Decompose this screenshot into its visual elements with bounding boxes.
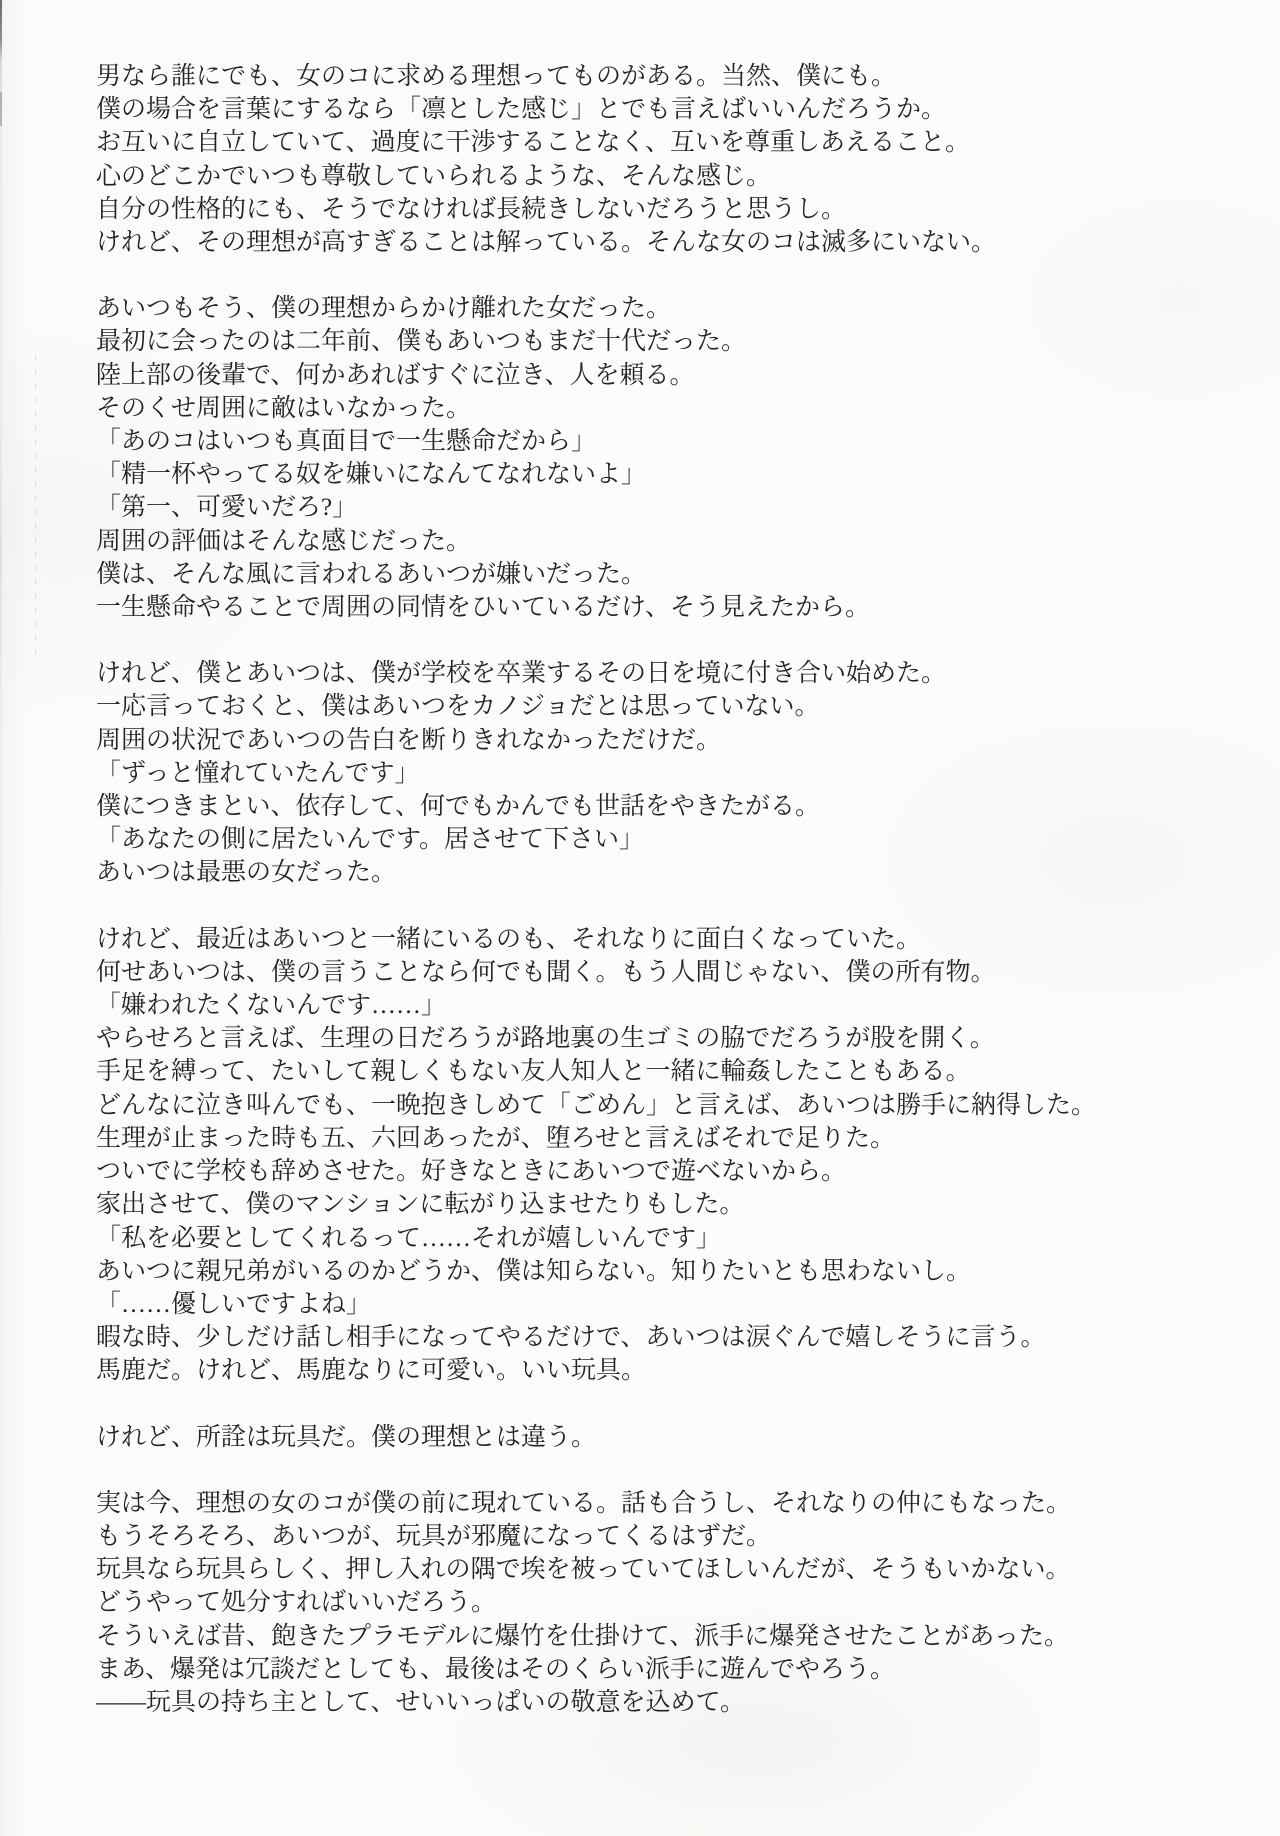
text-line: そのくせ周囲に敵はいなかった。 — [96, 394, 472, 422]
scan-crease-artifact — [35, 355, 36, 655]
text-line: 「嫌われたくないんです……」 — [96, 992, 447, 1020]
text-line: 手足を縛って、たいして親しくもない友人知人と一緒に輪姦したこともある。 — [96, 1058, 971, 1086]
text-line: 僕は、そんな風に言われるあいつが嫌いだった。 — [96, 560, 647, 588]
text-line: 生理が止まった時も五、六回あったが、堕ろせと言えばそれで足りた。 — [96, 1124, 896, 1152]
paragraph — [96, 923, 1206, 1388]
text-line: どんなに泣き叫んでも、一晩抱きしめて「ごめん」と言えば、あいつは勝手に納得した。 — [96, 1091, 1097, 1119]
body-text — [96, 60, 1206, 1719]
text-line: お互いに自立していて、過度に干渉することなく、互いを尊重しあえること。 — [96, 129, 971, 157]
text-line: 一生懸命やることで周囲の同情をひいているだけ、そう見えたから。 — [96, 594, 871, 622]
text-line: あいつは最悪の女だった。 — [96, 859, 397, 887]
text-line: 自分の性格的にも、そうでなければ長続きしないだろうと思うし。 — [96, 195, 847, 223]
scan-edge-artifact — [0, 0, 2, 1836]
text-line: 「第一、可愛いだろ?」 — [96, 494, 358, 522]
text-line: 「……優しいですよね」 — [96, 1290, 372, 1318]
text-line: ついでに学校も辞めさせた。好きなときにあいつで遊べないから。 — [96, 1158, 847, 1186]
text-line: 何せあいつは、僕の言うことなら何でも聞く。もう人間じゃない、僕の所有物。 — [96, 958, 996, 986]
text-line: 心のどこかでいつも尊敬していられるような、そんな感じ。 — [96, 162, 772, 190]
text-line: 「あのコはいつも真面目で一生懸命だから」 — [96, 428, 597, 456]
text-line: 一応言っておくと、僕はあいつをカノジョだとは思っていない。 — [96, 693, 820, 721]
paragraph — [96, 1487, 1206, 1719]
text-line: けれど、僕とあいつは、僕が学校を卒業するその日を境に付き合い始めた。 — [96, 660, 947, 688]
text-line: そういえば昔、飽きたプラモデルに爆竹を仕掛けて、派手に爆発させたことがあった。 — [96, 1622, 1070, 1650]
text-line: 暇な時、少しだけ話し相手になってやるだけで、あいつは涙ぐんで嬉しそうに言う。 — [96, 1324, 1046, 1352]
text-line: 男なら誰にでも、女のコに求める理想ってものがある。当然、僕にも。 — [96, 63, 897, 90]
text-line: 陸上部の後輩で、何かあればすぐに泣き、人を頼る。 — [96, 361, 695, 389]
text-line: 家出させて、僕のマンションに転がり込ませたりもした。 — [96, 1191, 745, 1219]
text-line: 周囲の評価はそんな感じだった。 — [96, 527, 472, 555]
text-line: 「ずっと憧れていたんです」 — [96, 759, 420, 787]
text-line: もうそろそろ、あいつが、玩具が邪魔になってくるはずだ。 — [96, 1522, 772, 1550]
text-line: 実は今、理想の女のコが僕の前に現れている。話も合うし、それなりの仲にもなった。 — [96, 1489, 1072, 1517]
text-line: けれど、所詮は玩具だ。僕の理想とは違う。 — [96, 1423, 597, 1451]
text-line: ——玩具の持ち主として、せいいっぱいの敬意を込めて。 — [96, 1688, 746, 1716]
text-line: 玩具なら玩具らしく、押し入れの隅で埃を被っていてほしいんだが、そうもいかない。 — [96, 1556, 1071, 1584]
text-line: けれど、その理想が高すぎることは解っている。そんな女のコは滅多にいない。 — [96, 229, 997, 257]
text-line: けれど、最近はあいつと一緒にいるのも、それなりに面白くなっていた。 — [96, 925, 922, 953]
paragraph — [96, 60, 1206, 259]
text-line: 最初に会ったのは二年前、僕もあいつもまだ十代だった。 — [96, 328, 747, 356]
text-line: あいつに親兄弟がいるのかどうか、僕は知らない。知りたいとも思わないし。 — [96, 1257, 972, 1285]
text-line: 周囲の状況であいつの告白を断りきれなかっただけだ。 — [96, 726, 722, 754]
text-line: 「精一杯やってる奴を嫌いになんてなれないよ」 — [96, 461, 647, 489]
text-line: 「あなたの側に居たいんです。居させて下さい」 — [96, 826, 645, 854]
paragraph — [96, 657, 1206, 889]
text-line: やらせろと言えば、生理の日だろうが路地裏の生ゴミの脇でだろうが股を開く。 — [96, 1025, 995, 1053]
text-line: あいつもそう、僕の理想からかけ離れた女だった。 — [96, 295, 672, 323]
text-line: 「私を必要としてくれるって……それが嬉しいんです」 — [96, 1224, 722, 1252]
paragraph — [96, 1421, 1206, 1454]
text-line: 馬鹿だ。けれど、馬鹿なりに可愛い。いい玩具。 — [96, 1357, 647, 1385]
text-line: どうやって処分すればいいだろう。 — [96, 1589, 497, 1617]
text-line: まあ、爆発は冗談だとしても、最後はそのくらい派手に遊んでやろう。 — [96, 1655, 896, 1683]
paragraph — [96, 292, 1206, 624]
text-line: 僕の場合を言葉にするなら「凛とした感じ」とでも言えばいいんだろうか。 — [96, 96, 947, 124]
scan-edge-mark — [0, 92, 2, 126]
text-line: 僕につきまとい、依存して、何でもかんでも世話をやきたがる。 — [96, 793, 821, 821]
